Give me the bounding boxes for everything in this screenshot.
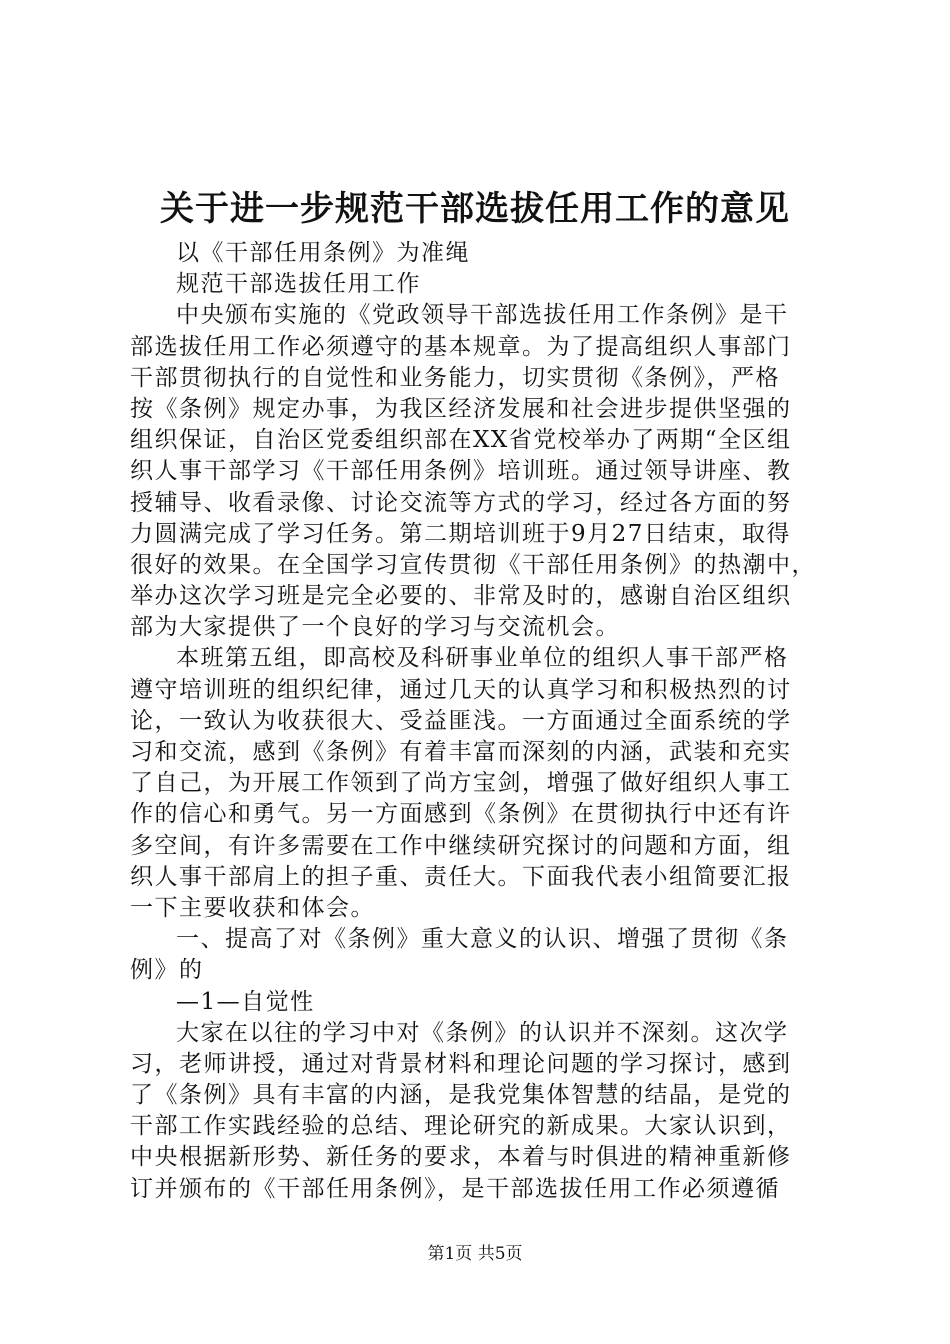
document-body — [130, 238, 830, 1205]
text-line: 中央颁布实施的《党政领导干部选拔任用工作条例》是干 — [176, 302, 789, 329]
text-line: 作的信心和勇气。另一方面感到《条例》在贯彻执行中还有许 — [130, 801, 792, 828]
text-line: 本班第五组，即高校及科研事业单位的组织人事干部严格 — [176, 645, 789, 672]
text-line: 习和交流，感到《条例》有着丰富而深刻的内涵，武装和充实 — [130, 739, 792, 765]
text-line: 一、提高了对《条例》重大意义的认识、增强了贯彻《条 — [176, 926, 789, 953]
text-line: 部为大家提供了一个良好的学习与交流机会。 — [130, 614, 620, 641]
document-title: 关于进一步规范干部选拔任用工作的意见 — [160, 189, 790, 229]
text-line: 干部工作实践经验的总结、理论研究的新成果。大家认识到， — [130, 1113, 792, 1140]
text-line: 以《干部任用条例》为准绳 — [176, 240, 470, 266]
text-line: 部选拔任用工作必须遵守的基本规章。为了提高组织人事部门 — [130, 333, 792, 360]
text-line: 多空间，有许多需要在工作中继续研究探讨的问题和方面，组 — [130, 832, 792, 859]
text-line: 大家在以往的学习中对《条例》的认识并不深刻。这次学 — [176, 1019, 789, 1046]
text-line: 力圆满完成了学习任务。第二期培训班于9月27日结束，取得 — [130, 520, 791, 547]
text-line: 了自己，为开展工作领到了尚方宝剑，增强了做好组织人事工 — [130, 770, 792, 797]
text-line: —1—自觉性 — [176, 988, 315, 1015]
text-line: 例》的 — [130, 957, 204, 984]
page-footer: 第1页 共5页 — [427, 1244, 523, 1264]
text-line: 织人事干部肩上的担子重、责任大。下面我代表小组简要汇报 — [130, 863, 792, 890]
text-line: 遵守培训班的组织纪律，通过几天的认真学习和积极热烈的讨 — [130, 676, 792, 703]
text-line: 中央根据新形势、新任务的要求，本着与时俱进的精神重新修 — [130, 1144, 792, 1171]
text-line: 规范干部选拔任用工作 — [176, 271, 421, 298]
text-line: 按《条例》规定办事，为我区经济发展和社会进步提供坚强的 — [130, 395, 792, 422]
text-line: 授辅导、收看录像、讨论交流等方式的学习，经过各方面的努 — [130, 489, 792, 516]
text-line: 织人事干部学习《干部任用条例》培训班。通过领导讲座、教 — [130, 458, 792, 485]
text-line: 干部贯彻执行的自觉性和业务能力，切实贯彻《条例》，严格 — [130, 364, 780, 391]
text-line: 习，老师讲授，通过对背景材料和理论问题的学习探讨，感到 — [130, 1050, 792, 1077]
text-line: 一下主要收获和体会。 — [130, 894, 375, 921]
text-line: 组织保证，自治区党委组织部在XX省党校举办了两期“全区组 — [130, 427, 792, 454]
text-line: 了《条例》具有丰富的内涵，是我党集体智慧的结晶，是党的 — [130, 1082, 792, 1109]
text-line: 举办这次学习班是完全必要的、非常及时的，感谢自治区组织 — [130, 583, 792, 610]
text-line: 很好的效果。在全国学习宣传贯彻《干部任用条例》的热潮中， — [130, 551, 816, 578]
text-line: 论，一致认为收获很大、受益匪浅。一方面通过全面系统的学 — [130, 707, 792, 734]
text-line: 订并颁布的《干部任用条例》，是干部选拔任用工作必须遵循 — [130, 1175, 780, 1202]
